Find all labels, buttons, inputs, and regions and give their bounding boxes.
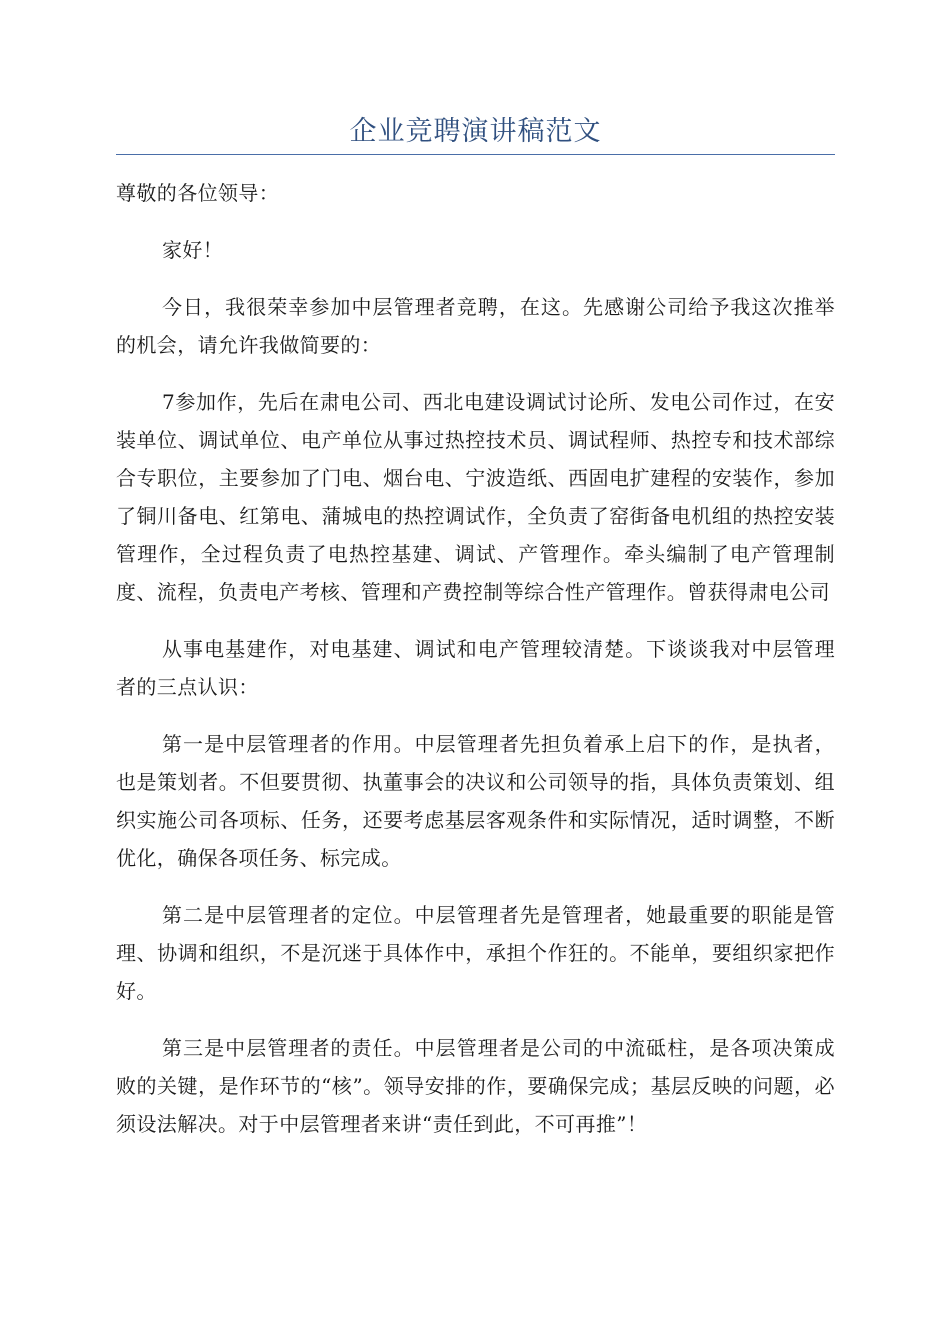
paragraph-experience: 7参加作，先后在肃电公司、西北电建设调试讨论所、发电公司作过，在安装单位、调试单位、电产单位从事过热控技术员、调试程师、热控专和技术部综合专职位，主要参加了门电、烟台电、宁波造纸、西固电扩建程的安装作，参加了铜川备电、红第电、蒲城电的热控调试作，全负责了窑街备电机组的热控安装管理作，全过程负责了电热控基建、调试、产管理作。牵头编制了电产管理制度、流程，负责电产考核、管理和产费控制等综合性产管理作。曾获得肃电公司 (116, 390, 835, 604)
document-body (116, 174, 835, 1162)
document-title: 企业竞聘演讲稿范文 (349, 116, 602, 147)
paragraph-opening: 家好！ (162, 238, 224, 262)
paragraph-point-three: 第三是中层管理者的责任。中层管理者是公司的中流砥柱，是各项决策成败的关键，是作环节的“核”。领导安排的作，要确保完成；基层反映的问题，必须设法解决。对于中层管理者来讲“责任到此，不可再推”！ (116, 1036, 835, 1136)
paragraph-transition: 从事电基建作，对电基建、调试和电产管理较清楚。下谈谈我对中层管理者的三点认识： (116, 637, 835, 699)
paragraph-point-two: 第二是中层管理者的定位。中层管理者先是管理者，她最重要的职能是管理、协调和组织，不是沉迷于具体作中，承担个作狂的。不能单，要组织家把作好。 (116, 903, 835, 1003)
paragraph-intro: 今日，我很荣幸参加中层管理者竞聘，在这。先感谢公司给予我这次推举的机会，请允许我做简要的： (116, 295, 835, 357)
paragraph-point-one: 第一是中层管理者的作用。中层管理者先担负着承上启下的作，是执者，也是策划者。不但要贯彻、执董事会的决议和公司领导的指，具体负责策划、组织实施公司各项标、任务，还要考虑基层客观条件和实际情况，适时调整，不断优化，确保各项任务、标完成。 (116, 732, 835, 870)
title-underline (116, 154, 835, 155)
greeting-line: 尊敬的各位领导： (116, 181, 280, 205)
